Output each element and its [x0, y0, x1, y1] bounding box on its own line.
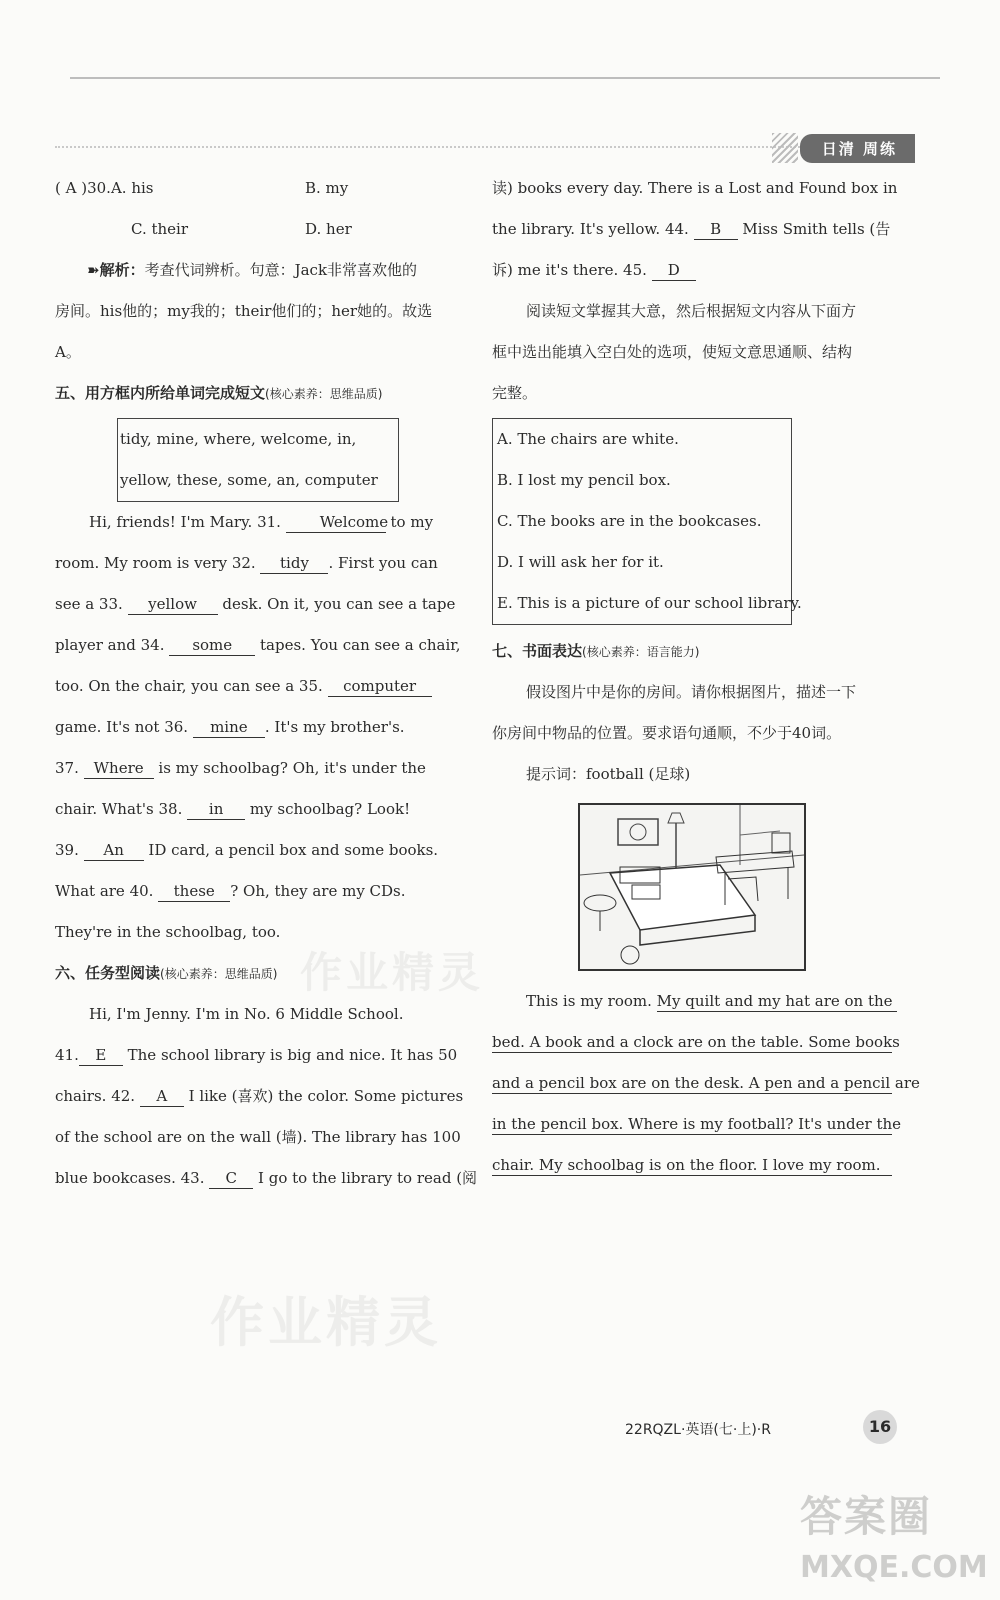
- word-bank-line-1: tidy, mine, where, welcome, in,: [120, 430, 357, 448]
- watermark-logo: [800, 1484, 988, 1594]
- passage-line-3: see a 33. yellow desk. On it, you can see a tape: [55, 595, 456, 613]
- watermark-text-2: 作业精灵: [210, 1291, 442, 1354]
- analysis-line-2: 房间。his他的；my我的；their他们的；her她的。故选: [55, 302, 433, 320]
- essay-line-5: chair. My schoolbag is on the floor. I love my room.: [492, 1145, 932, 1186]
- option-b: B. I lost my pencil box.: [497, 471, 671, 489]
- badge-label: 日清 周练: [800, 134, 915, 163]
- blank-40: these: [158, 881, 230, 902]
- passage-line-10: What are 40. these ? Oh, they are my CDs.: [55, 882, 406, 900]
- option-e: E. This is a picture of our school library.: [497, 594, 802, 612]
- right-column: [492, 168, 932, 1186]
- option-a: A. The chairs are white.: [497, 430, 679, 448]
- q30-line-1: ( A )30.A. his B. my: [55, 168, 465, 209]
- essay-line-4: in the pencil box. Where is my football? It's under the: [492, 1115, 902, 1133]
- watermark-text: 作业精灵: [300, 948, 485, 997]
- section-7-heading: 七、书面表达(核心素养：语言能力): [492, 642, 700, 660]
- blank-35: computer: [328, 676, 432, 697]
- passage-line-2: room. My room is very 32. tidy . First you can: [55, 554, 438, 572]
- reading-line-1: Hi, I'm Jenny. I'm in No. 6 Middle School.: [89, 1005, 404, 1023]
- analysis-line-3: A。: [55, 343, 81, 361]
- reading-line-7: the library. It's yellow. 44. B Miss Smith tells (告: [492, 220, 891, 238]
- options-box: [492, 418, 802, 625]
- room-drawing-icon: [580, 805, 804, 969]
- word-bank-box: [117, 418, 399, 502]
- q30-line-2: [55, 209, 465, 250]
- blank-42: A: [140, 1086, 184, 1107]
- instruction-line-3: 完整。: [492, 384, 538, 402]
- blank-33: yellow: [128, 594, 218, 615]
- blank-31: Welcome: [286, 512, 386, 533]
- reading-line-6: 读) books every day. There is a Lost and Found box in: [492, 179, 898, 197]
- essay-line-2: bed. A book and a clock are on the table. Some books: [492, 1033, 900, 1051]
- logo-text: 答案圈: [800, 1492, 933, 1541]
- reading-line-4: of the school are on the wall (墙). The library has 100: [55, 1128, 461, 1146]
- analysis-tag: 解析：: [99, 261, 145, 279]
- passage-line-8: chair. What's 38. in my schoolbag? Look!: [55, 800, 411, 818]
- reading-line-2: 41. E The school library is big and nice. It has 50: [55, 1046, 458, 1064]
- page-number: 16: [863, 1410, 897, 1444]
- instruction-line-2: 框中选出能填入空白处的选项，使短文意思通顺、结构: [492, 343, 853, 361]
- q30-option-d: D. her: [305, 220, 352, 238]
- blank-44: B: [694, 219, 738, 240]
- analysis-line-1: ➽解析：考查代词辨析。句意：Jack非常喜欢他的: [87, 261, 418, 279]
- instruction-line-1: 阅读短文掌握其大意，然后根据短文内容从下面方: [526, 302, 857, 320]
- section-6-heading: 六、任务型阅读(核心素养：思维品质): [55, 964, 278, 982]
- blank-39: An: [84, 840, 144, 861]
- q30-option-a: A. his: [110, 179, 154, 197]
- essay-line-1: This is my room. My quilt and my hat are on the: [492, 981, 932, 1022]
- room-illustration: [578, 803, 806, 971]
- blank-37: Where: [84, 758, 154, 779]
- blank-45: D: [652, 260, 696, 281]
- passage-line-5: too. On the chair, you can see a 35. computer: [55, 666, 465, 707]
- section-5-heading: 五、用方框内所给单词完成短文(核心素养：思维品质): [55, 384, 383, 402]
- blank-32: tidy: [260, 553, 328, 574]
- hint-line: 提示词：football (足球): [526, 765, 691, 783]
- word-bank-line-2: yellow, these, some, an, computer: [120, 471, 378, 489]
- reading-line-5: blue bookcases. 43. C I go to the library to read (阅: [55, 1169, 478, 1187]
- essay-line-3: and a pencil box are on the desk. A pen and a pencil are: [492, 1074, 920, 1092]
- passage-line-1: Hi, friends! I'm Mary. 31. Welcome to my: [89, 513, 434, 531]
- logo-url: MXQE.COM: [800, 1550, 988, 1585]
- reading-line-8: 诉) me it's there. 45. D: [492, 250, 932, 291]
- blank-34: some: [169, 635, 255, 656]
- passage-line-9: 39. An ID card, a pencil box and some books.: [55, 841, 439, 859]
- writing-prompt-line-1: 假设图片中是你的房间。请你根据图片，描述一下: [526, 683, 857, 701]
- blank-43: C: [209, 1168, 253, 1189]
- option-c: C. The books are in the bookcases.: [497, 512, 762, 530]
- passage-line-6: game. It's not 36. mine . It's my brother's.: [55, 718, 405, 736]
- writing-prompt-line-2: 你房间中物品的位置。要求语句通顺，不少于40词。: [492, 724, 842, 742]
- footer-book-code: 22RQZL·英语(七·上)·R: [625, 1422, 771, 1438]
- passage-line-4: player and 34. some tapes. You can see a chair,: [55, 636, 461, 654]
- blank-41: E: [79, 1045, 123, 1066]
- passage-line-11: They're in the schoolbag, too.: [55, 923, 281, 941]
- reading-line-3: chairs. 42. A I like (喜欢) the color. Some pictures: [55, 1087, 464, 1105]
- q30-option-c: C. their: [131, 220, 189, 238]
- q30-option-b: B. my: [305, 179, 349, 197]
- left-column: [55, 168, 478, 1199]
- header-badge: [772, 133, 915, 163]
- blank-38: in: [187, 799, 245, 820]
- q30-answer: A: [65, 179, 77, 197]
- analysis-icon: ➽: [87, 261, 100, 279]
- chevron-decoration-icon: [772, 133, 798, 163]
- top-rule: [70, 77, 940, 79]
- option-d: D. I will ask her for it.: [497, 553, 664, 571]
- blank-36: mine: [193, 717, 265, 738]
- passage-line-7: 37. Where is my schoolbag? Oh, it's under the: [55, 759, 426, 777]
